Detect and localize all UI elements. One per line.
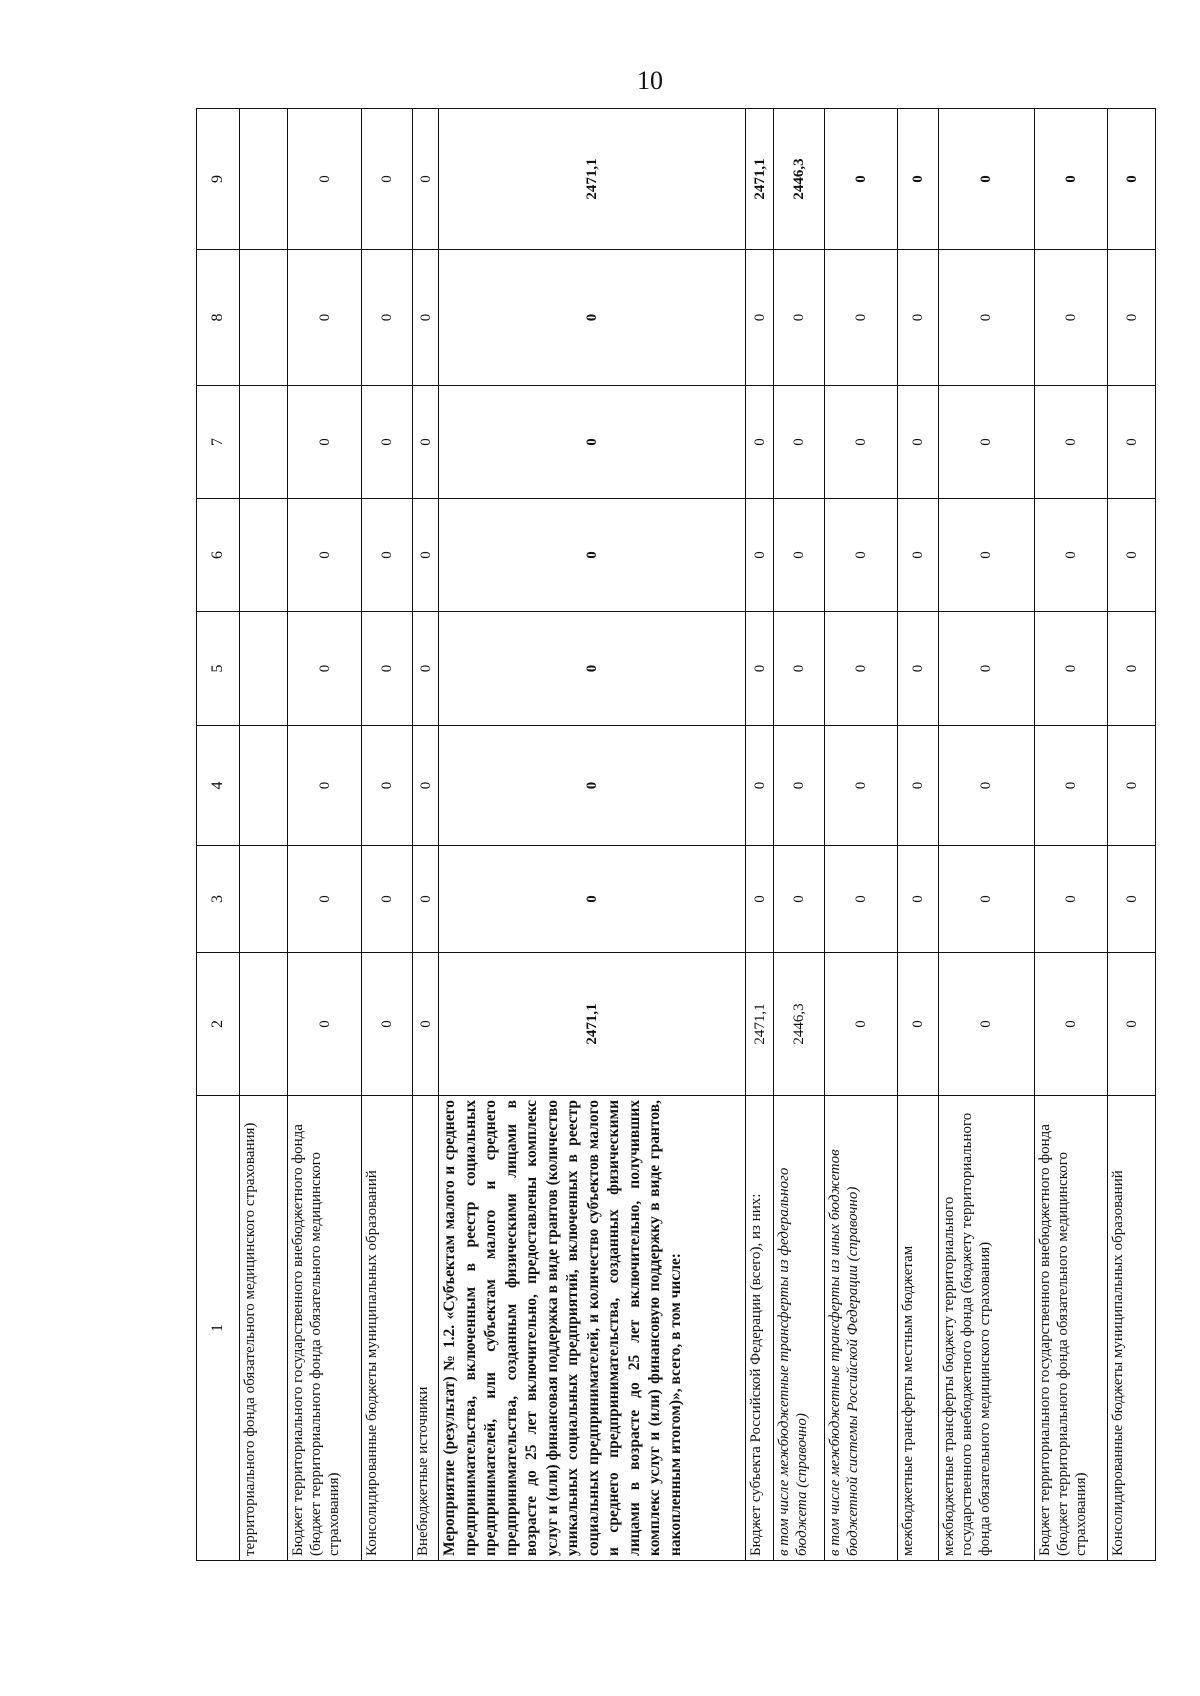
table-row: [1108, 109, 1156, 1561]
table-cell: 0: [362, 499, 413, 612]
table-cell: 0: [1108, 499, 1156, 612]
row-label: Внебюджетные источники: [413, 1096, 439, 1561]
table-cell: 0: [938, 250, 1034, 386]
table-cell: 0: [746, 612, 774, 726]
table-row: [938, 109, 1034, 1561]
table-row: [362, 109, 413, 1561]
table-cell: 0: [938, 846, 1034, 953]
table-cell: 0: [825, 953, 897, 1096]
table-cell: 0: [825, 386, 897, 499]
table-cell: 0: [825, 612, 897, 726]
table-row-activity: [439, 109, 746, 1561]
table-cell: 0: [774, 846, 825, 953]
table-cell: 2471,1: [746, 109, 774, 250]
table-cell: 0: [287, 612, 362, 726]
table-cell: 0: [362, 386, 413, 499]
table-cell: 0: [746, 386, 774, 499]
table-cell: 0: [746, 250, 774, 386]
table-cell: 0: [938, 109, 1034, 250]
table-cell: 0: [287, 846, 362, 953]
row-label: Бюджет территориального государственного внебюджетного фонда (бюджет территориального фонда обязательного медицинского страхования): [1034, 1096, 1108, 1561]
table-row: [897, 109, 938, 1561]
column-header: 6: [197, 499, 240, 612]
table-cell: 0: [439, 846, 746, 953]
table-cell: 0: [439, 386, 746, 499]
table-cell: 0: [1034, 386, 1108, 499]
row-label: в том числе межбюджетные трансферты из иных бюджетов бюджетной системы Российской Федерации (справочно): [825, 1096, 897, 1561]
table-cell: [240, 499, 288, 612]
table-cell: 0: [897, 499, 938, 612]
table-cell: 0: [774, 386, 825, 499]
table-cell: 0: [413, 612, 439, 726]
column-header: 5: [197, 612, 240, 726]
table-cell: 0: [938, 499, 1034, 612]
table-cell: 0: [439, 250, 746, 386]
table-cell: 0: [825, 499, 897, 612]
table-cell: 0: [897, 250, 938, 386]
table-cell: 0: [287, 250, 362, 386]
table-cell: [240, 612, 288, 726]
table-cell: 2446,3: [774, 109, 825, 250]
table-cell: 0: [825, 726, 897, 846]
table-cell: 0: [413, 499, 439, 612]
table-cell: 0: [1034, 499, 1108, 612]
table-row: [774, 109, 825, 1561]
table-cell: 2446,3: [774, 953, 825, 1096]
table-cell: 0: [362, 250, 413, 386]
table-cell: 0: [1108, 953, 1156, 1096]
row-label-activity: Мероприятие (результат) № 1.2. «Субъектам малого и среднего предпринимательства, включенным в реестр социальных предпринимателей, или субъектам малого и среднего предпринимательства, созданным физическими лицами в возрасте до 25 лет включительно, предоставлены комплекс услуг и (или) финансовая поддержка в виде грантов (количество уникальных социальных предприятий, включенных в реестр социальных предпринимателей, и количество субъектов малого и среднего предпринимательства, созданных физическими лицами в возрасте до 25 лет включительно, получивших комплекс услуг и (или) финансовую поддержку в виде грантов, накопленным итогом)», всего, в том числе:: [439, 1096, 746, 1561]
row-label: Бюджет территориального государственного внебюджетного фонда (бюджет территориального фонда обязательного медицинского страхования): [287, 1096, 362, 1561]
table-cell: 0: [1108, 612, 1156, 726]
table-row: [825, 109, 897, 1561]
table-row: [240, 109, 288, 1561]
row-label: межбюджетные трансферты бюджету территориального государственного внебюджетного фонда (бюджету территориального фонда обязательного медицинского страхования): [938, 1096, 1034, 1561]
row-label: Консолидированные бюджеты муниципальных образований: [362, 1096, 413, 1561]
table-cell: 0: [825, 250, 897, 386]
table-cell: 0: [1108, 726, 1156, 846]
row-label: Консолидированные бюджеты муниципальных образований: [1108, 1096, 1156, 1561]
column-header: 9: [197, 109, 240, 250]
row-label: территориального фонда обязательного медицинского страхования): [240, 1096, 288, 1561]
table-cell: 0: [362, 726, 413, 846]
table-cell: 0: [897, 109, 938, 250]
table-cell: 0: [774, 612, 825, 726]
table-row: [413, 109, 439, 1561]
table-cell: [240, 250, 288, 386]
table-cell: [240, 953, 288, 1096]
funding-table: [196, 108, 1156, 1561]
column-header: 7: [197, 386, 240, 499]
column-header: 3: [197, 846, 240, 953]
table-cell: 0: [774, 250, 825, 386]
table-cell: 0: [362, 109, 413, 250]
table-cell: 0: [1108, 386, 1156, 499]
table-row: [287, 109, 362, 1561]
table-cell: 0: [287, 109, 362, 250]
table-cell: 0: [825, 846, 897, 953]
table-cell: 0: [774, 499, 825, 612]
table-cell: 0: [1108, 846, 1156, 953]
table-cell: 0: [897, 386, 938, 499]
table-cell: 0: [1034, 726, 1108, 846]
table-cell: 0: [287, 386, 362, 499]
table-row: [746, 109, 774, 1561]
table-cell: 0: [1034, 612, 1108, 726]
table-cell: 0: [413, 109, 439, 250]
table-cell: 0: [362, 612, 413, 726]
table-cell: 0: [897, 846, 938, 953]
row-label: Бюджет субъекта Российской Федерации (всего), из них:: [746, 1096, 774, 1561]
table-cell: 0: [1034, 953, 1108, 1096]
table-cell: 0: [439, 726, 746, 846]
table-cell: 0: [938, 386, 1034, 499]
row-label: в том числе межбюджетные трансферты из федерального бюджета (справочно): [774, 1096, 825, 1561]
table-cell: [240, 109, 288, 250]
funding-table-rotated: [196, 109, 1156, 1561]
table-cell: 0: [1034, 846, 1108, 953]
table-cell: 0: [287, 499, 362, 612]
table-cell: 0: [938, 612, 1034, 726]
table-cell: 0: [746, 499, 774, 612]
table-cell: 0: [938, 726, 1034, 846]
table-cell: 0: [413, 953, 439, 1096]
table-cell: 0: [1034, 109, 1108, 250]
table-cell: 0: [1108, 109, 1156, 250]
table-cell: 2471,1: [439, 109, 746, 250]
table-cell: [240, 846, 288, 953]
table-cell: 0: [362, 953, 413, 1096]
table-cell: 0: [362, 846, 413, 953]
table-cell: 0: [413, 386, 439, 499]
table-cell: 2471,1: [439, 953, 746, 1096]
header-row: [197, 109, 240, 1561]
column-header: 4: [197, 726, 240, 846]
table-cell: 0: [938, 953, 1034, 1096]
table-cell: 0: [897, 612, 938, 726]
table-cell: 0: [746, 846, 774, 953]
table-cell: 0: [897, 953, 938, 1096]
table-row: [1034, 109, 1108, 1561]
table-cell: 0: [439, 612, 746, 726]
table-cell: 0: [825, 109, 897, 250]
table-cell: 0: [774, 726, 825, 846]
table-cell: 0: [413, 846, 439, 953]
table-cell: 0: [1034, 250, 1108, 386]
column-header: 2: [197, 953, 240, 1096]
table-cell: [240, 726, 288, 846]
table-cell: 0: [413, 726, 439, 846]
table-cell: [240, 386, 288, 499]
column-header: 1: [197, 1096, 240, 1561]
table-cell: 2471,1: [746, 953, 774, 1096]
table-cell: 0: [439, 499, 746, 612]
table-cell: 0: [897, 726, 938, 846]
column-header: 8: [197, 250, 240, 386]
table-cell: 0: [287, 726, 362, 846]
table-cell: 0: [1108, 250, 1156, 386]
row-label: межбюджетные трансферты местным бюджетам: [897, 1096, 938, 1561]
table-cell: 0: [287, 953, 362, 1096]
table-cell: 0: [746, 726, 774, 846]
table-cell: 0: [413, 250, 439, 386]
page-number: 10: [637, 66, 663, 95]
